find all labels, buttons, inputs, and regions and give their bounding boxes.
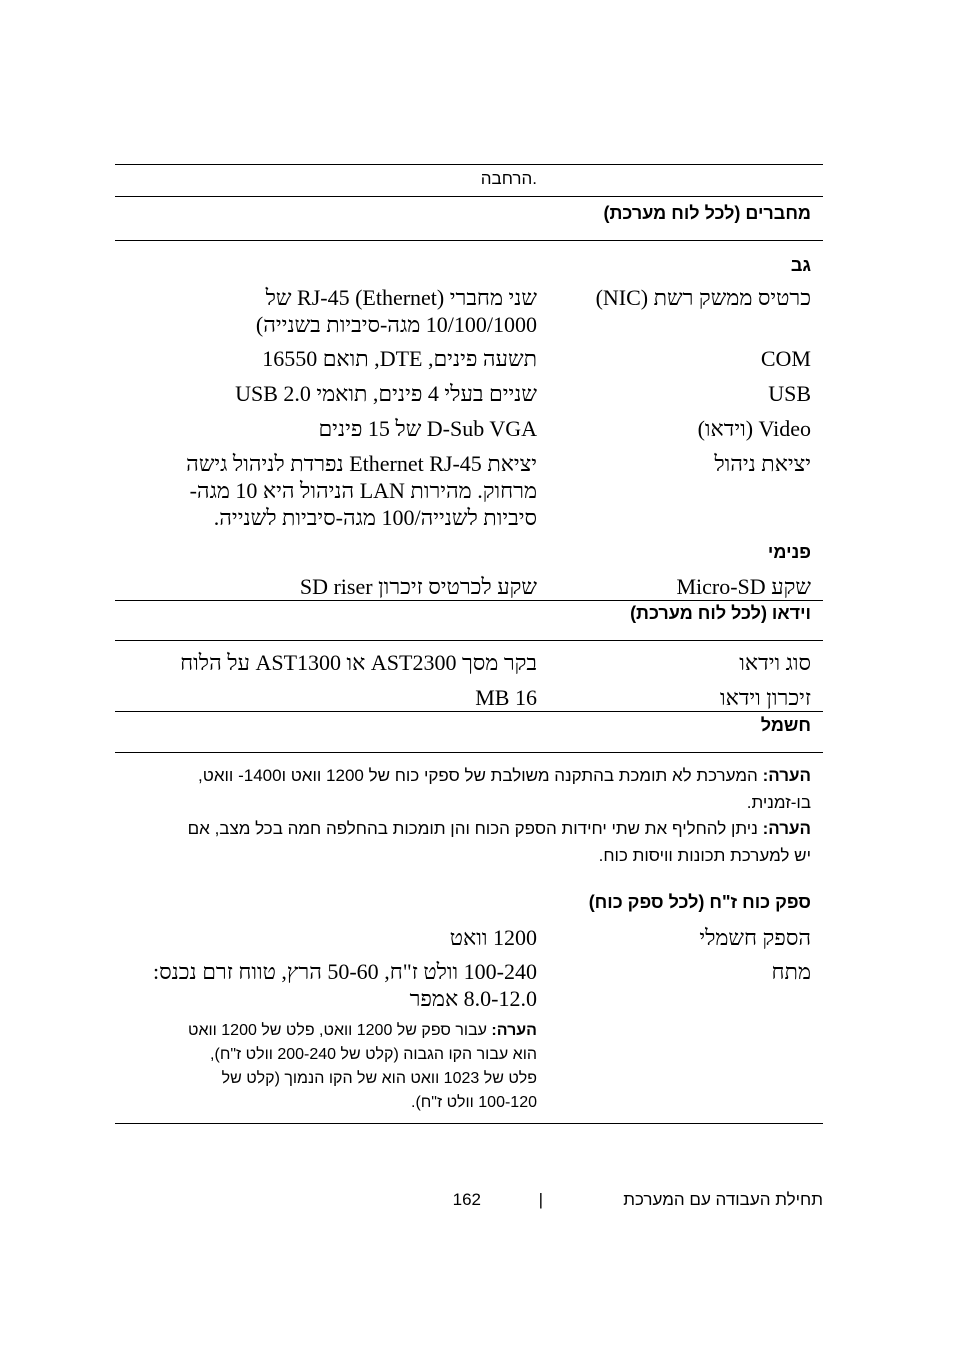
- rule: [115, 196, 823, 197]
- video-connector-value: D-Sub VGA של 15 פינים: [318, 416, 537, 441]
- micro-sd-value: שקע לכרטיס זיכרון SD riser: [299, 574, 537, 599]
- psu-heading: ספק כוח ז"ח (לכל ספק כוח): [588, 892, 811, 912]
- management-port-label: יציאת ניהול: [714, 451, 811, 476]
- usb-value: שניים בעלי 4 פינים, תואמי USB 2.0: [235, 381, 537, 406]
- voltage-label: מתח: [771, 959, 811, 984]
- rule: [115, 711, 823, 712]
- nic-label: כרטיס ממשק רשת (NIC): [595, 285, 811, 310]
- video-memory-value: 16 MB: [475, 685, 537, 710]
- page-number: 162: [452, 1190, 481, 1209]
- footer-section-title: תחילת העבודה עם המערכת: [623, 1190, 823, 1209]
- table-bottom-rule: [115, 1123, 823, 1124]
- power-note-1: הערה: המערכת לא תומכת בהתקנה משולבת של ספקי כוח של 1200 וואט ו1400- וואט, בו-זמנית.: [198, 766, 811, 812]
- rule: [115, 600, 823, 601]
- com-value: תשעה פינים, DTE, תואם 16550: [262, 346, 537, 371]
- rule: [115, 752, 823, 753]
- psu-note: הערה: עבור ספק של 1200 וואט, פלט של 1200 וואט הוא עבור הקו הגבוה (קלט של 200-240 וולט ז"ח), פלט של 1023 וואט הוא של הקו הנמוך (קלט של 100-120 וולט ז"ח).: [188, 1022, 537, 1111]
- video-type-label: סוג וידאו: [739, 650, 811, 675]
- management-port-value: יציאת Ethernet RJ-45 נפרדת לניהול גישה מרחוק. מהירות LAN הניהול היא 10 מגה- סיביות לשנייה/100 מגה-סיביות לשנייה.: [186, 451, 537, 530]
- video-connector-label: Video (וידאו): [697, 416, 811, 441]
- connectors-heading: מחברים (לכל לוח מערכת): [603, 203, 811, 223]
- expansion-tail-text: .הרחבה: [480, 169, 537, 188]
- wattage-label: הספק חשמלי: [699, 925, 811, 950]
- nic-value: שני מחברי RJ-45 (Ethernet) של 10/100/1000 מגה-סיביות בשנייה): [255, 285, 537, 337]
- footer-separator: |: [538, 1190, 543, 1209]
- table-top-rule: [115, 164, 823, 165]
- usb-label: USB: [768, 381, 811, 406]
- voltage-value: 100-240 וולט ז"ח, 50-60 הרץ, טווח זרם נכנס: 8.0-12.0 אמפר: [153, 959, 537, 1011]
- document-page: [115, 0, 823, 1352]
- power-note-2: הערה: ניתן להחליף את שתי יחידות הספק הכוח והן תומכות בהחלפה חמה בכל מצב, אם יש למערכת תכונות וויסות כוח.: [187, 819, 811, 865]
- micro-sd-label: שקע Micro-SD: [676, 574, 811, 599]
- video-memory-label: זיכרון וידאו: [719, 685, 811, 710]
- video-type-value: בקר מסך AST2300 או AST1300 על הלוח: [180, 650, 537, 675]
- wattage-value: 1200 וואט: [449, 925, 537, 950]
- power-heading: חשמל: [760, 715, 811, 735]
- rule: [115, 640, 823, 641]
- rule: [115, 240, 823, 241]
- com-label: COM: [760, 346, 811, 371]
- internal-subheading: פנימי: [767, 542, 811, 562]
- back-subheading: גב: [790, 255, 811, 275]
- video-heading: וידאו (לכל לוח מערכת): [630, 603, 811, 623]
